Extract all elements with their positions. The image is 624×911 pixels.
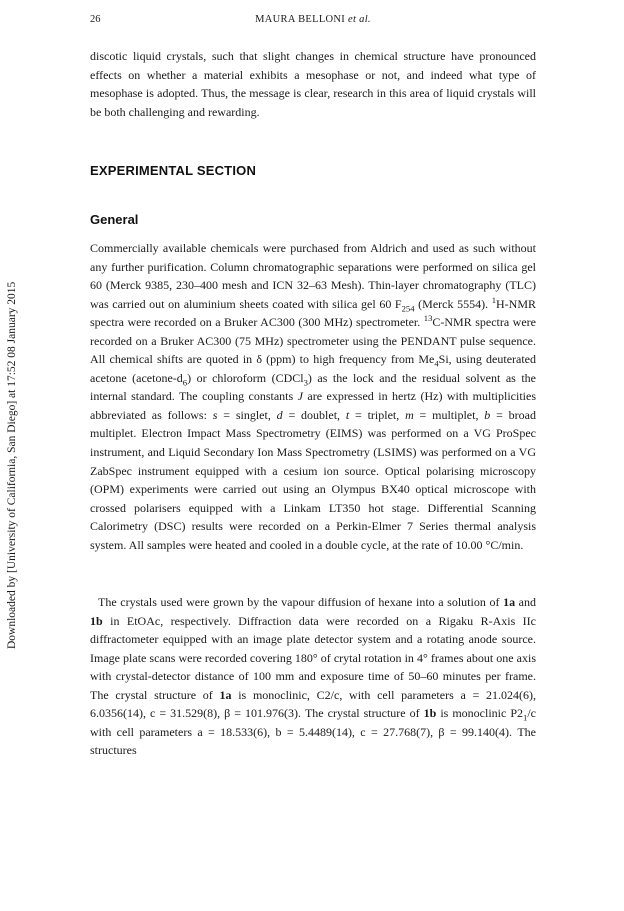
section-heading-experimental: EXPERIMENTAL SECTION	[90, 163, 257, 178]
gp-text-8: are expressed in hertz (Hz) with multiplicities abbreviated as follows:	[90, 389, 536, 422]
cp-text-3: in EtOAc, respectively. Diffraction data were recorded on a Rigaku R-Axis IIc diffractometer equipped with an image plate detector system and a rotating anode source. Image plate scans were recorded covering 180° of crytal rotation in 4° frames about one axis with crystal-detector distance of 100 mm and exposure time of 50–60 minutes per frame. The crystal structure of	[90, 613, 536, 702]
general-paragraph	[90, 239, 536, 554]
gp-italic-s: s	[212, 407, 218, 422]
gp-text-12: = multiplet,	[413, 407, 485, 422]
crystal-paragraph-text	[90, 593, 536, 760]
intro-paragraph	[90, 47, 536, 121]
cp-text-1: The crystals used were grown by the vapour diffusion of hexane into a solution of	[98, 595, 504, 609]
gp-sup-13: 13	[423, 313, 433, 324]
crystal-paragraph	[90, 593, 536, 760]
intro-paragraph-text: discotic liquid crystals, such that slight changes in chemical structure have pronounced effects on whether a material exhibits a mesophase or not, and indeed what type of mesophase is adopted. Thus, the message is clear, research in this area of liquid crystals will be both challenging and rewarding.	[90, 49, 536, 119]
cp-compound-1b: 1b	[90, 613, 103, 628]
gp-text-3: H-NMR spectra were recorded on a Bruker AC300 (300 MHz) spectrometer.	[90, 296, 537, 330]
general-paragraph-text	[90, 239, 536, 554]
gp-text-4: C-NMR spectra were recorded on a Bruker AC300 (75 MHz) spectrometer using the PENDANT pulse sequence. All chemical shifts are quoted in δ (ppm) to high frequency from Me	[90, 315, 536, 367]
gp-sub-4: 4	[434, 358, 439, 369]
gp-sub-254: 254	[401, 303, 415, 314]
gp-italic-t: t	[345, 407, 350, 422]
cp-text-5: is monoclinic P2	[436, 706, 524, 721]
cp-text-4: is monoclinic, C2/c, with cell parameters a = 21.024(6), 6.0356(14), c = 31.529(8), β = 101.976(3). The crystal structure of	[90, 687, 536, 721]
gp-text-1: Commercially available chemicals were purchased from Aldrich and used as such without any further purification. Column chromatographic separations were performed on silica gel 60 (Merck 9385, 230–400 mesh and ICN 32–63 Mesh). Thin-layer chromatography (TLC) was carried out on aluminium sheets coated with silica gel 60 F	[90, 241, 536, 311]
gp-text-11: = triplet,	[349, 407, 406, 422]
cp-compound-1a-second: 1a	[219, 687, 232, 702]
gp-text-2: (Merck 5554).	[414, 296, 492, 311]
gp-italic-j: J	[297, 389, 303, 404]
gp-sup-1: 1	[491, 294, 496, 305]
gp-text-13: = broad multiplet. Electron Impact Mass Spectrometry (EIMS) was performed on a VG ProSpec instrument, and Liquid Secondary Ion Mass Spectrometry (LSIMS) was performed on a VG ZabSpec instrument equipped with a cesium ion source. Optical polarising microscopy (OPM) experiments were carried out using an Olympus BX40 optical microscope with crossed polarisers equipped with a Linkam LT350 hot stage. Differential Scanning Calorimetry (DSC) results were recorded on a Perkin-Elmer 7 Series thermal analysis system. All samples were heated and cooled in a double cycle, at the rate of 10.00 °C/min.	[90, 407, 536, 552]
running-title-authors: MAURA BELLONI	[255, 14, 346, 25]
cp-compound-1a: 1a	[503, 595, 516, 609]
cp-compound-1b-second: 1b	[423, 706, 437, 721]
gp-text-6: ) or chloroform (CDCl	[187, 370, 304, 385]
gp-text-9: = singlet,	[217, 407, 277, 422]
running-title-etal: et al.	[348, 14, 371, 25]
subsection-heading-general: General	[90, 212, 139, 227]
gp-sub-3: 3	[303, 377, 308, 388]
cp-text-6: /c with cell parameters a = 18.533(6), b = 5.4489(14), c = 27.768(7), β = 99.140(4). The structures	[90, 706, 536, 758]
gp-text-10: = doublet,	[282, 407, 346, 422]
cp-text-2: and	[515, 595, 536, 609]
gp-italic-m: m	[405, 407, 414, 422]
page-number: 26	[90, 14, 101, 25]
gp-sub-6: 6	[182, 377, 188, 388]
download-watermark: Downloaded by [University of California, San Diego] at 17:52 08 January 2015	[6, 281, 18, 649]
gp-italic-b: b	[484, 407, 491, 422]
running-title	[90, 12, 536, 28]
gp-text-7: ) as the lock and the residual solvent as the internal standard. The coupling constants	[90, 370, 536, 404]
running-head	[90, 12, 536, 28]
gp-text-5: Si, using deuterated acetone (acetone-d	[90, 352, 537, 385]
gp-italic-d: d	[276, 407, 283, 422]
cp-sub-1: 1	[523, 712, 528, 723]
